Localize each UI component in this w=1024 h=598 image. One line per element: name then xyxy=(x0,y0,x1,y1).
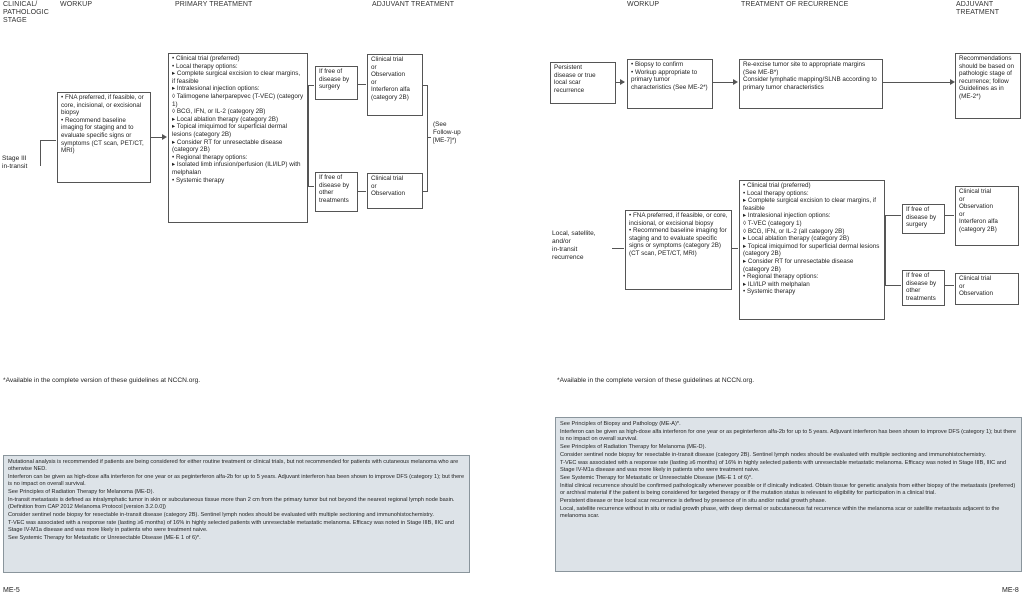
primary-item: ▸ Isolated limb infusion/perfusion (ILI/ILP) with melphalan xyxy=(172,161,301,176)
connector xyxy=(713,82,735,83)
primary-item: • Local therapy options: xyxy=(172,62,238,70)
local-treatment-box xyxy=(739,180,885,320)
connector xyxy=(885,215,901,216)
treatment-item: • Clinical trial (preferred) xyxy=(743,182,811,189)
page-number: ME-8 xyxy=(1002,587,1019,594)
header-primary-treatment: PRIMARY TREATMENT xyxy=(175,1,253,8)
arrow-icon xyxy=(162,134,167,140)
primary-item: • Regional therapy options: xyxy=(172,153,248,161)
connector xyxy=(358,84,366,85)
treatment-item: • Local therapy options: xyxy=(743,189,809,197)
primary-item: ▸ Consider RT for unresectable disease (category 2B) xyxy=(172,138,283,154)
adjuvant-box-1: Clinical trial or Observation or Interferon alfa (category 2B) xyxy=(367,54,423,116)
connector xyxy=(945,215,954,216)
footnote: See Systemic Therapy for Metastatic or Unresectable Disease (ME-E 1 of 6)*. xyxy=(560,475,753,481)
persistent-disease-box: Persistent disease or true local scar recurrence xyxy=(550,62,616,104)
adjuvant-box-1: Clinical trial or Observation or Interferon alfa (category 2B) xyxy=(955,186,1019,246)
footnote: Persistent disease or true local scar recurrence is defined by presence of in situ and/or radial growth phase. xyxy=(560,498,827,504)
treatment-item: ◊ BCG, IFN, or IL-2 (all category 2B) xyxy=(743,227,845,235)
footnote: Mutational analysis is recommended if patients are being considered for either routine treatment or clinical trials, but not recommended for patients with cutaneous melanoma who are otherwise NED. xyxy=(8,459,459,472)
adjuvant-box-2: Clinical trial or Observation xyxy=(367,173,423,209)
connector xyxy=(732,248,738,249)
treatment-item: ▸ Consider RT for unresectable disease (category 2B) xyxy=(743,257,854,273)
primary-treatment-box xyxy=(168,53,308,223)
footnote: T-VEC was associated with a response rate (lasting ≥6 months) of 16% in highly selected patients with unresectable metastatic melanoma. Efficacy was noted in Stage IIIB, IIIC and Stage IV-M1a disease and was more likely in patients who were treatment naive. xyxy=(560,460,1007,473)
persistent-adjuvant-box: Recommendations should be based on pathologic stage of recurrence; follow Guidelines as in (ME-2*) xyxy=(955,53,1021,119)
persistent-treatment-box: Re-excise tumor site to appropriate margins (See ME-B*) Consider lymphatic mapping/SLNB according to primary tumor characteristics xyxy=(739,59,883,109)
primary-item: ▸ Topical imiquimod for superficial dermal lesions (category 2B) xyxy=(172,123,288,138)
footnote: Local, satellite recurrence without in situ or radial growth phase, with deep dermal or subcutaneous fat recurrence within the melanoma scar or satellite metastasis adjacent to the melanoma scar. xyxy=(560,506,1000,519)
footnotes-box-left xyxy=(3,455,470,573)
arrow-icon xyxy=(620,79,625,85)
workup-item: • Recommend baseline imaging for staging and to evaluate specific signs or symptoms (CT scan, PET/CT, MRI) xyxy=(61,116,144,155)
primary-item: ▸ Complete surgical excision to clear margins, if feasible xyxy=(172,70,301,85)
workup-item: • Recommend baseline imaging for staging and to evaluate specific signs or symptoms (category 2B) (CT scan, PET/CT, MRI) xyxy=(629,227,727,257)
header-workup: WORKUP xyxy=(60,1,93,8)
connector xyxy=(308,85,314,86)
footnote: In-transit metastasis is defined as intralymphatic tumor in skin or subcutaneous tissue more than 2 cm from the primary tumor but not beyond the nearest regional lymph node basin. (Definition from CAP 2012 Melanoma Protocol [version 3.2.0.0]) xyxy=(8,497,455,510)
footnote: Consider sentinel node biopsy for resectable in-transit disease (category 2B). Sentinel lymph nodes should be evaluated with multiple sectioning and immunohistochemistry. xyxy=(8,512,434,518)
footnote: Initial clinical recurrence should be confirmed pathologically whenever possible or if clinically indicated. Obtain tissue for genetic analysis from either biopsy of the metastasis (preferred) or archival material if the patient is being considered for targeted therapy or if the mutation status is relevant to eligibility for participation in a clinical trial. xyxy=(560,483,1016,496)
connector xyxy=(885,215,886,286)
header-treatment-of-recurrence: TREATMENT OF RECURRENCE xyxy=(741,1,849,8)
connector xyxy=(883,82,953,83)
local-workup-box xyxy=(625,210,732,290)
condition-surgery: If free of disease by surgery xyxy=(902,204,945,234)
condition-other-treatments: If free of disease by other treatments xyxy=(902,270,945,306)
local-recurrence-label: Local, satellite, and/or in-transit recurrence xyxy=(552,230,596,261)
footnotes-box-right xyxy=(555,417,1022,572)
primary-item: ◊ BCG, IFN, or IL-2 (category 2B) xyxy=(172,108,266,116)
workup-item: • FNA preferred, if feasible, or core, incisional, or excisional biopsy xyxy=(61,94,144,117)
connector xyxy=(40,140,56,141)
connector xyxy=(427,137,431,138)
workup-box xyxy=(57,92,151,183)
footnote: See Systemic Therapy for Metastatic or Unresectable Disease (ME-E 1 of 6)*. xyxy=(8,535,201,541)
connector xyxy=(612,248,624,249)
workup-item: • Biopsy to confirm xyxy=(631,61,684,68)
treatment-item: • Systemic therapy xyxy=(743,288,796,296)
stage-label: Stage III in-transit xyxy=(2,155,28,170)
condition-other-treatments: If free of disease by other treatments xyxy=(315,172,358,212)
workup-item: • Workup appropriate to primary tumor characteristics (See ME-2*) xyxy=(631,68,708,91)
availability-note: *Available in the complete version of these guidelines at NCCN.org. xyxy=(557,377,755,384)
footnote: Interferon can be given as high-dose alfa interferon for one year or as peginterferon alfa-2b for up to 5 years. Adjuvant interferon has been shown to improve DFS (category 1); but there is no impact on overall survival. xyxy=(8,474,465,487)
connector xyxy=(40,140,41,166)
footnote: Consider sentinel node biopsy for resectable in-transit disease (category 2B). Sentinel lymph nodes should be evaluated with multiple sectioning and immunohistochemistry. xyxy=(560,452,986,458)
footnote: See Principles of Radiation Therapy for Melanoma (ME-D). xyxy=(560,444,707,450)
connector xyxy=(308,85,309,187)
connector xyxy=(358,191,366,192)
primary-item: • Systemic therapy xyxy=(172,176,225,184)
header-adjuvant-treatment: ADJUVANT TREATMENT xyxy=(372,1,455,8)
footnote: See Principles of Biopsy and Pathology (ME-A)*. xyxy=(560,421,681,427)
header-clinical-stage: CLINICAL/ PATHOLOGIC STAGE xyxy=(3,1,49,24)
treatment-item: ▸ ILI/ILP with melphalan xyxy=(743,280,810,288)
connector xyxy=(885,285,901,286)
page-number: ME-5 xyxy=(3,587,20,594)
arrow-icon xyxy=(733,79,738,85)
connector xyxy=(945,285,954,286)
treatment-item: • Regional therapy options: xyxy=(743,273,819,281)
connector xyxy=(308,186,314,187)
followup-link[interactable]: (See Follow-up [ME-7]*) xyxy=(433,121,461,144)
primary-item: ◊ Talimogene laherparepvec (T-VEC) (category 1) xyxy=(172,92,304,108)
treatment-item: ◊ T-VEC (category 1) xyxy=(743,219,802,227)
adjuvant-box-2: Clinical trial or Observation xyxy=(955,273,1019,305)
connector xyxy=(427,85,428,192)
workup-item: • FNA preferred, if feasible, or core, incisional, or excisional biopsy xyxy=(629,212,728,227)
primary-item: • Clinical trial (preferred) xyxy=(172,55,240,62)
condition-surgery: If free of disease by surgery xyxy=(315,66,358,100)
treatment-item: ▸ Topical imiquimod for superficial dermal lesions (category 2B) xyxy=(743,242,880,258)
footnote: T-VEC was associated with a response rate (lasting ≥6 months) of 16% in highly selected patients with unresectable metastatic melanoma. Efficacy was noted in Stage IIIB, IIIC and Stage IV-M1a disease and was more likely in patients who were treatment naive. xyxy=(8,520,455,533)
footnote: Interferon can be given as high-dose alfa interferon for one year or as peginterferon alfa-2b for up to 5 years. Adjuvant interferon has been shown to improve DFS (category 1); but there is no impact on overall survival. xyxy=(560,429,1017,442)
persistent-workup-box xyxy=(627,59,713,109)
treatment-item: ▸ Intralesional injection options: xyxy=(743,212,831,220)
treatment-item: ▸ Complete surgical excision to clear margins, if feasible xyxy=(743,197,876,212)
primary-item: ▸ Intralesional injection options: xyxy=(172,85,260,93)
footnote: See Principles of Radiation Therapy for Melanoma (ME-D). xyxy=(8,489,155,495)
header-adjuvant-treatment: ADJUVANT TREATMENT xyxy=(956,1,1000,16)
header-workup: WORKUP xyxy=(627,1,660,8)
availability-note: *Available in the complete version of these guidelines at NCCN.org. xyxy=(3,377,201,384)
primary-item: ▸ Local ablation therapy (category 2B) xyxy=(172,115,279,123)
treatment-item: ▸ Local ablation therapy (category 2B) xyxy=(743,235,850,243)
